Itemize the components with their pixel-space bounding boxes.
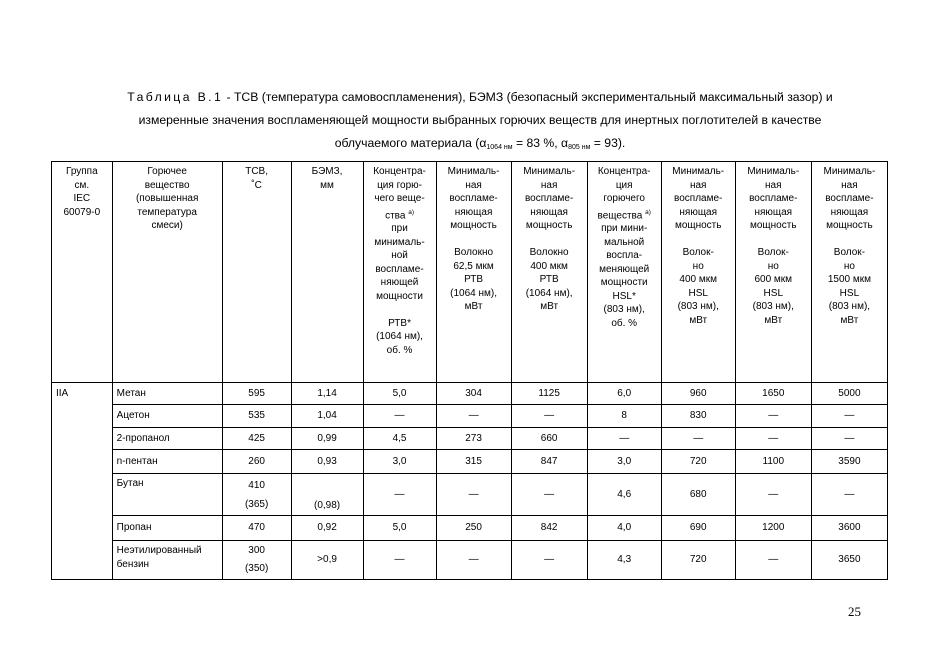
power-1500-hsl-cell: 3650 <box>811 541 887 580</box>
header-power-400-hsl: Минималь- ная воспламе- няющая мощность Волок- но 400 мкм HSL (803 нм), мВт <box>661 162 735 383</box>
footnote-mark: а) <box>645 208 651 216</box>
power-400-hsl-cell: 720 <box>661 450 735 474</box>
substance-cell: n-пентан <box>112 450 222 474</box>
table-caption <box>70 86 890 159</box>
caption-line-3-text: облучаемого материала ( <box>334 136 480 150</box>
power-600-hsl-cell: — <box>735 541 811 580</box>
power-62-5-cell: 273 <box>436 428 511 450</box>
caption-label: Таблица В.1 <box>127 90 224 104</box>
concentration-hsl-cell: — <box>587 428 661 450</box>
bemz-cell: 0,93 <box>291 450 363 474</box>
power-600-hsl-cell: — <box>735 474 811 516</box>
group-cell: IIA <box>52 383 113 405</box>
tsv-value: 300 <box>248 545 265 556</box>
concentration-hsl-cell: 4,3 <box>587 541 661 580</box>
power-600-hsl-cell: — <box>735 405 811 428</box>
bemz-cell: 1,14 <box>291 383 363 405</box>
bemz-cell: 0,92 <box>291 516 363 541</box>
group-cell-empty <box>52 450 113 474</box>
power-1500-hsl-cell: 3590 <box>811 450 887 474</box>
header-power-400-rtv: Минималь- ная воспламе- няющая мощность Волокно 400 мкм РТВ (1064 нм), мВт <box>511 162 587 383</box>
power-400-hsl-cell: — <box>661 428 735 450</box>
page-number: 25 <box>848 604 861 619</box>
power-400-hsl-cell: 720 <box>661 541 735 580</box>
concentration-rtv-cell: — <box>363 541 436 580</box>
header-power-600-hsl: Минималь- ная воспламе- няющая мощность Волок- но 600 мкм HSL (803 нм), мВт <box>735 162 811 383</box>
alpha-value-2: = 93). <box>590 136 626 150</box>
power-600-hsl-cell: 1200 <box>735 516 811 541</box>
power-1500-hsl-cell: — <box>811 474 887 516</box>
header-power-1500-hsl: Минималь- ная воспламе- няющая мощность Волок- но 1500 мкм HSL (803 нм), мВт <box>811 162 887 383</box>
concentration-rtv-cell: — <box>363 474 436 516</box>
table-row <box>52 541 888 580</box>
power-400-rtv-cell: 842 <box>511 516 587 541</box>
power-400-hsl-cell: 690 <box>661 516 735 541</box>
header-concentration-hsl-rest: при мини- мальной воспла- меняющей мощности HSL* (803 нм), об. % <box>599 223 650 329</box>
substance-cell: Ацетон <box>112 405 222 428</box>
concentration-hsl-cell: 8 <box>587 405 661 428</box>
data-table <box>51 161 888 580</box>
group-cell-empty <box>52 405 113 428</box>
caption-line-3 <box>70 132 890 159</box>
tsv-cell: 260 <box>222 450 291 474</box>
power-62-5-cell: 304 <box>436 383 511 405</box>
header-concentration-rtv <box>363 162 436 383</box>
alpha-subscript-1064: 1064 нм <box>486 144 513 151</box>
concentration-rtv-cell: 5,0 <box>363 383 436 405</box>
concentration-hsl-cell: 6,0 <box>587 383 661 405</box>
header-tsv: ТСВ, ˚С <box>222 162 291 383</box>
power-600-hsl-cell: 1650 <box>735 383 811 405</box>
alpha-symbol: α <box>561 136 569 150</box>
concentration-hsl-cell: 3,0 <box>587 450 661 474</box>
concentration-hsl-cell: 4,0 <box>587 516 661 541</box>
header-group: Группа см. IEC 60079-0 <box>52 162 113 383</box>
power-400-rtv-cell: — <box>511 474 587 516</box>
tsv-cell: 595 <box>222 383 291 405</box>
concentration-rtv-cell: 5,0 <box>363 516 436 541</box>
substance-cell: 2-пропанол <box>112 428 222 450</box>
header-bemz: БЭМЗ, мм <box>291 162 363 383</box>
power-1500-hsl-cell: — <box>811 428 887 450</box>
bemz-cell: 0,99 <box>291 428 363 450</box>
power-62-5-cell: — <box>436 474 511 516</box>
bemz-cell: 1,04 <box>291 405 363 428</box>
table-row <box>52 428 888 450</box>
alpha-value-1: = 83 %, <box>512 136 562 150</box>
bemz-cell: >0,9 <box>291 541 363 580</box>
power-400-hsl-cell: 680 <box>661 474 735 516</box>
tsv-cell <box>222 541 291 580</box>
power-600-hsl-cell: — <box>735 428 811 450</box>
concentration-hsl-cell: 4,6 <box>587 474 661 516</box>
tsv-cell: 425 <box>222 428 291 450</box>
power-1500-hsl-cell: — <box>811 405 887 428</box>
power-400-hsl-cell: 830 <box>661 405 735 428</box>
power-600-hsl-cell: 1100 <box>735 450 811 474</box>
header-concentration-hsl <box>587 162 661 383</box>
power-400-rtv-cell: — <box>511 541 587 580</box>
group-cell-empty <box>52 541 113 580</box>
tsv-cell: 535 <box>222 405 291 428</box>
substance-cell: Пропан <box>112 516 222 541</box>
header-concentration-hsl-title: Концентра- ция горючего вещества <box>597 166 651 221</box>
header-concentration-rtv-title: Концентра- ция горю- чего веще- ства <box>373 166 426 221</box>
table-header-row <box>52 162 888 383</box>
tsv-value-alt: (350) <box>244 563 269 574</box>
power-400-rtv-cell: 847 <box>511 450 587 474</box>
power-1500-hsl-cell: 5000 <box>811 383 887 405</box>
footnote-mark: а) <box>408 208 414 216</box>
header-power-62-5: Минималь- ная воспламе- няющая мощность Волокно 62,5 мкм РТВ (1064 нм), мВт <box>436 162 511 383</box>
concentration-rtv-cell: — <box>363 405 436 428</box>
power-1500-hsl-cell: 3600 <box>811 516 887 541</box>
power-400-rtv-cell: 1125 <box>511 383 587 405</box>
table-row <box>52 405 888 428</box>
substance-cell: Метан <box>112 383 222 405</box>
group-cell-empty <box>52 474 113 516</box>
power-62-5-cell: 250 <box>436 516 511 541</box>
power-62-5-cell: 315 <box>436 450 511 474</box>
concentration-rtv-cell: 3,0 <box>363 450 436 474</box>
power-400-rtv-cell: 660 <box>511 428 587 450</box>
alpha-subscript-805: 805 нм <box>568 144 591 151</box>
table-row <box>52 516 888 541</box>
tsv-value: 410 <box>248 479 265 491</box>
header-substance: Горючее вещество (повышенная температура смеси) <box>112 162 222 383</box>
caption-line-2: измеренные значения воспламеняющей мощности выбранных горючих веществ для инертных поглотителей в качестве <box>138 113 822 127</box>
table-row <box>52 450 888 474</box>
bemz-cell: (0,98) <box>291 474 363 516</box>
alpha-symbol: α <box>479 136 487 150</box>
header-concentration-rtv-rest: при минималь- ной воспламе- няющей мощности РТВ* (1064 нм), об. % <box>374 223 425 356</box>
table-row <box>52 383 888 405</box>
substance-cell: Неэтилированный бензин <box>112 541 222 580</box>
tsv-cell: 470 <box>222 516 291 541</box>
caption-line-1 <box>70 86 890 109</box>
power-62-5-cell: — <box>436 405 511 428</box>
tsv-value-alt: (365) <box>244 498 269 510</box>
table-row <box>52 474 888 516</box>
substance-cell: Бутан <box>112 474 222 516</box>
caption-line-1-text: - ТСВ (температура самовоспламенения), БЭМЗ (безопасный экспериментальный максимальный зазор) и <box>223 90 833 104</box>
power-62-5-cell: — <box>436 541 511 580</box>
power-400-hsl-cell: 960 <box>661 383 735 405</box>
tsv-cell <box>222 474 291 516</box>
group-cell-empty <box>52 428 113 450</box>
power-400-rtv-cell: — <box>511 405 587 428</box>
group-cell-empty <box>52 516 113 541</box>
concentration-rtv-cell: 4,5 <box>363 428 436 450</box>
